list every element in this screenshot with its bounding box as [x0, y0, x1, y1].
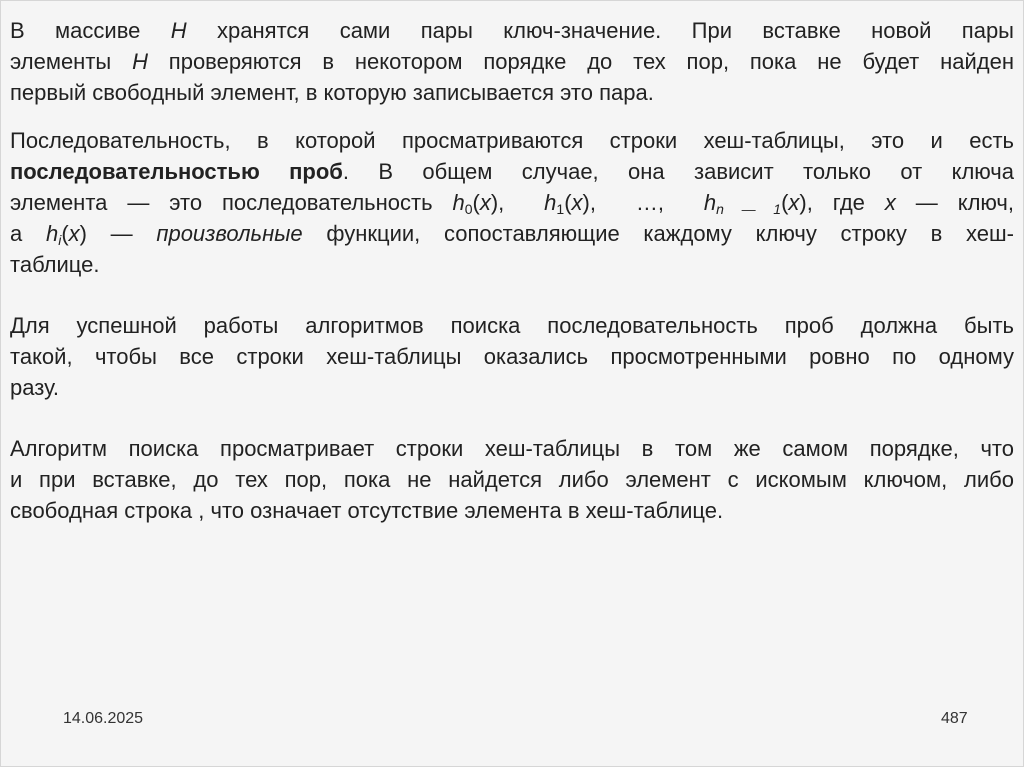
paragraph-array-h: [10, 15, 1014, 108]
var-h: H: [132, 49, 148, 74]
text-line: такой, чтобы все строки хеш-таблицы оказались просмотренными ровно по одному: [10, 344, 1014, 369]
term-probe-sequence: последовательностью проб: [10, 159, 343, 184]
text-line: первый свободный элемент, в которую записывается это пара.: [10, 80, 654, 105]
subscript-n-minus-1: n — 1: [716, 201, 782, 217]
text-line: таблице.: [10, 252, 100, 277]
text-line: Последовательность, в которой просматриваются строки хеш-таблицы, это и есть: [10, 128, 1014, 153]
text-run: элементы: [10, 49, 133, 74]
func-h: h: [703, 190, 717, 215]
formula-line: а $h_i(x)$ — произвольные функции, сопоставляющие каждому ключу строку в хеш-: [10, 221, 1014, 248]
text-line: Для успешной работы алгоритмов поиска последовательность проб должна быть: [10, 313, 1014, 338]
page-number: 487: [941, 710, 968, 727]
text-line: [10, 15, 1014, 46]
paragraph-search-algorithm: [10, 433, 1014, 526]
slide-body: [10, 15, 1014, 526]
text-run: проверяются в некотором порядке до тех пор, пока не будет найден: [147, 49, 1014, 74]
subscript-1: 1: [556, 201, 565, 217]
var-x: x: [788, 190, 800, 215]
paragraph-successful-search: [10, 310, 1014, 403]
subscript-0: 0: [464, 201, 473, 217]
var-x: x: [68, 221, 80, 246]
text-line: и при вставке, до тех пор, пока не найдется либо элемент с искомым ключом, либо: [10, 467, 1014, 492]
text-run: В массиве: [10, 18, 171, 43]
paragraph-probe-sequence: [10, 125, 1014, 280]
text-run: — ключ,: [895, 190, 1014, 215]
text-run: , где: [806, 190, 885, 215]
text-line: Алгоритм поиска просматривает строки хеш-таблицы в том же самом порядке, что: [10, 436, 1014, 461]
text-run: . В общем случае, она зависит только от ключа: [342, 159, 1014, 184]
func-h: h: [544, 190, 557, 215]
text-line: [10, 46, 1014, 77]
slide-date: 14.06.2025: [63, 710, 144, 727]
text-run: хранятся сами пары ключ-значение. При вставке новой пары: [186, 18, 1014, 43]
text-line: свободная строка , что означает отсутствие элемента в хеш-таблице.: [10, 498, 724, 523]
var-x: x: [571, 190, 583, 215]
text-run: функции, сопоставляющие каждому ключу строку в хеш-: [302, 221, 1014, 246]
text-run: а: [10, 221, 46, 246]
text-line: [10, 156, 1014, 187]
func-h: h: [452, 190, 465, 215]
var-x: x: [479, 190, 491, 215]
var-h: H: [170, 18, 187, 43]
subscript-i: i: [58, 232, 62, 248]
emphasis-arbitrary: произвольные: [156, 221, 303, 246]
formula-line: элемента — это последовательность $h_0(x)$, $h_1(x)$, …, $h_{n — 1}(x)$, где x — ключ,: [10, 190, 1014, 217]
func-h: h: [45, 221, 59, 246]
var-x: x: [884, 190, 896, 215]
text-line: разу.: [10, 375, 59, 400]
text-run: элемента — это последовательность: [10, 190, 453, 215]
